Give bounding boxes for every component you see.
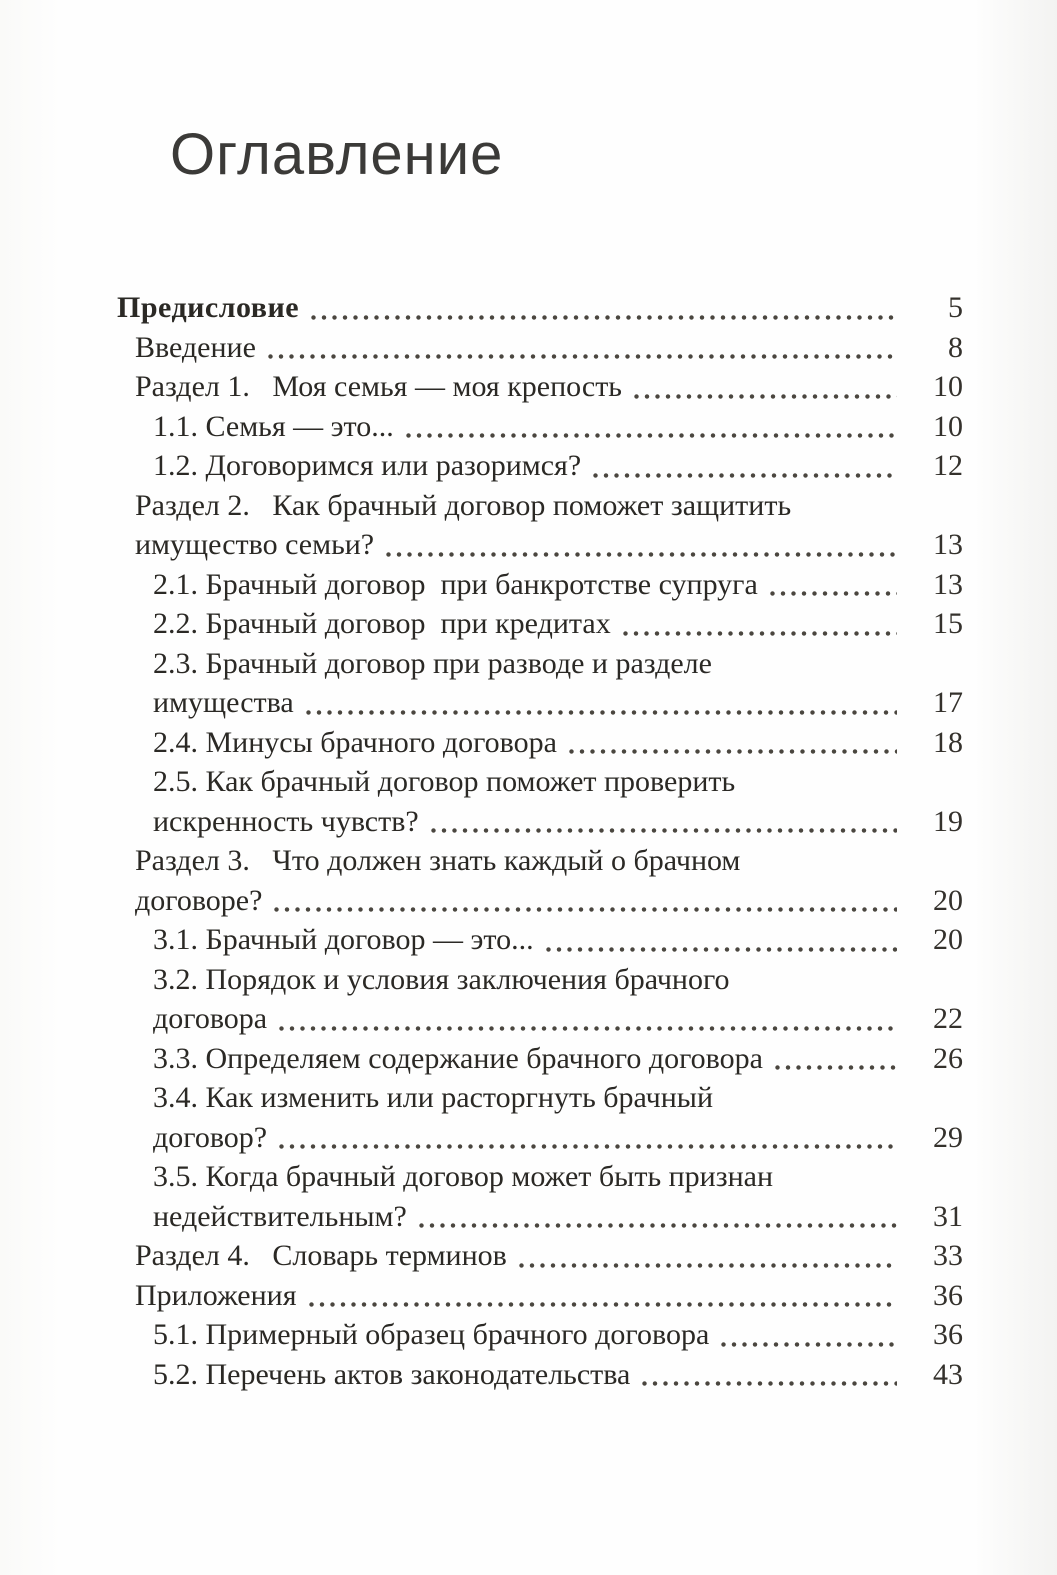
dot-leader xyxy=(311,315,897,320)
toc-row xyxy=(117,1197,963,1237)
dot-leader xyxy=(431,828,897,833)
toc-page-number: 15 xyxy=(933,607,963,640)
dot-leader xyxy=(569,749,897,754)
dot-leader xyxy=(309,1302,898,1307)
toc-entry-text: 2.4. Минусы брачного договора xyxy=(153,725,557,759)
toc-entry-text: 3.2. Порядок и условия заключения брачного xyxy=(153,962,730,996)
toc-entry-text: 3.3. Определяем содержание брачного договора xyxy=(153,1041,763,1075)
toc-row xyxy=(117,1355,963,1395)
dot-leader xyxy=(546,947,897,952)
toc-entry-text: 5.2. Перечень актов законодательства xyxy=(153,1357,631,1391)
toc-row xyxy=(117,1315,963,1355)
dot-leader xyxy=(386,552,897,557)
toc-page-number: 20 xyxy=(933,923,963,956)
dot-leader xyxy=(634,394,897,399)
dot-leader xyxy=(419,1223,897,1228)
dot-leader xyxy=(519,1263,897,1268)
toc-row xyxy=(117,802,963,842)
dot-leader xyxy=(274,907,897,912)
toc-row xyxy=(117,446,963,486)
toc-row xyxy=(117,881,963,921)
toc-entry-text: Раздел 4. Словарь терминов xyxy=(135,1239,507,1272)
toc-row xyxy=(117,762,963,802)
toc-entry-text: 3.5. Когда брачный договор может быть признан xyxy=(153,1160,774,1193)
toc-page-number: 5 xyxy=(948,291,963,324)
toc-row xyxy=(117,1039,963,1079)
toc-page-number: 22 xyxy=(933,1002,963,1035)
toc-page-number: 18 xyxy=(933,725,963,759)
toc-row xyxy=(117,1276,963,1316)
dot-leader xyxy=(775,1065,897,1070)
toc-entry-text: имущества xyxy=(153,686,294,719)
toc-entry-text: Раздел 3. Что должен знать каждый о брачном xyxy=(135,844,741,877)
dot-leader xyxy=(593,473,897,478)
toc-page-number: 10 xyxy=(933,370,963,403)
toc-page-number: 12 xyxy=(933,449,963,482)
toc-page-number: 20 xyxy=(933,883,963,917)
toc-entry-text: договоре? xyxy=(135,883,263,917)
toc-list xyxy=(117,288,963,1394)
toc-row xyxy=(117,999,963,1039)
toc-row xyxy=(117,1157,963,1197)
dot-leader xyxy=(306,710,897,715)
page-title: Оглавление xyxy=(170,122,504,187)
dot-leader xyxy=(279,1144,897,1149)
toc-row xyxy=(117,960,963,1000)
toc-entry-text: 1.2. Договоримся или разоримся? xyxy=(153,449,582,482)
toc-page-number: 19 xyxy=(933,804,963,838)
toc-row xyxy=(117,525,963,565)
toc-entry-text: 2.3. Брачный договор при разводе и разделе xyxy=(153,646,712,680)
toc-page-number: 13 xyxy=(933,528,963,561)
toc-page-number: 36 xyxy=(933,1318,963,1351)
toc-page-number: 17 xyxy=(933,686,963,719)
toc-row xyxy=(117,407,963,447)
toc-row xyxy=(117,920,963,960)
toc-row xyxy=(117,486,963,526)
toc-entry-text: Раздел 1. Моя семья — моя крепость xyxy=(135,370,622,403)
toc-page-number: 43 xyxy=(933,1357,963,1391)
toc-row xyxy=(117,683,963,723)
toc-entry-text: 5.1. Примерный образец брачного договора xyxy=(153,1318,710,1351)
dot-leader xyxy=(268,354,897,359)
toc-entry-text: договор? xyxy=(153,1120,268,1154)
toc-row xyxy=(117,1078,963,1118)
dot-leader xyxy=(770,591,897,596)
toc-page-number: 29 xyxy=(933,1120,963,1154)
toc-entry-text: Приложения xyxy=(135,1278,297,1312)
toc-page-number: 8 xyxy=(948,330,963,364)
toc-row xyxy=(117,565,963,605)
toc-page-number: 31 xyxy=(933,1199,963,1233)
dot-leader xyxy=(623,631,897,636)
dot-leader xyxy=(406,433,897,438)
toc-entry-text: 1.1. Семья — это... xyxy=(153,409,394,443)
toc-row xyxy=(117,288,963,328)
toc-entry-text: имущество семьи? xyxy=(135,528,375,561)
toc-entry-text: 2.5. Как брачный договор поможет проверить xyxy=(153,765,736,798)
toc-row xyxy=(117,328,963,368)
dot-leader xyxy=(721,1342,897,1347)
toc-entry-text: 3.4. Как изменить или расторгнуть брачный xyxy=(153,1081,713,1114)
toc-entry-text: недействительным? xyxy=(153,1199,407,1233)
toc-entry-text: Введение xyxy=(135,330,256,364)
toc-entry-text: Предисловие xyxy=(117,291,300,324)
toc-entry-text: искренность чувств? xyxy=(153,804,419,838)
toc-row xyxy=(117,1236,963,1276)
toc-entry-text: договора xyxy=(153,1002,268,1035)
toc-row xyxy=(117,723,963,763)
toc-entry-text: 2.1. Брачный договор при банкротстве супруга xyxy=(153,567,758,601)
dot-leader xyxy=(642,1381,897,1386)
toc-entry-text: 3.1. Брачный договор — это... xyxy=(153,923,534,956)
toc-page-number: 26 xyxy=(933,1041,963,1075)
toc-page-number: 36 xyxy=(933,1278,963,1312)
toc-row xyxy=(117,841,963,881)
dot-leader xyxy=(279,1026,897,1031)
toc-entry-text: Раздел 2. Как брачный договор поможет защитить xyxy=(135,488,792,522)
toc-page-number: 33 xyxy=(933,1239,963,1272)
toc-row xyxy=(117,644,963,684)
toc-page-number: 10 xyxy=(933,409,963,443)
toc-row xyxy=(117,604,963,644)
toc-row xyxy=(117,1118,963,1158)
toc-entry-text: 2.2. Брачный договор при кредитах xyxy=(153,607,611,640)
toc-page-number: 13 xyxy=(933,567,963,601)
toc-row xyxy=(117,367,963,407)
